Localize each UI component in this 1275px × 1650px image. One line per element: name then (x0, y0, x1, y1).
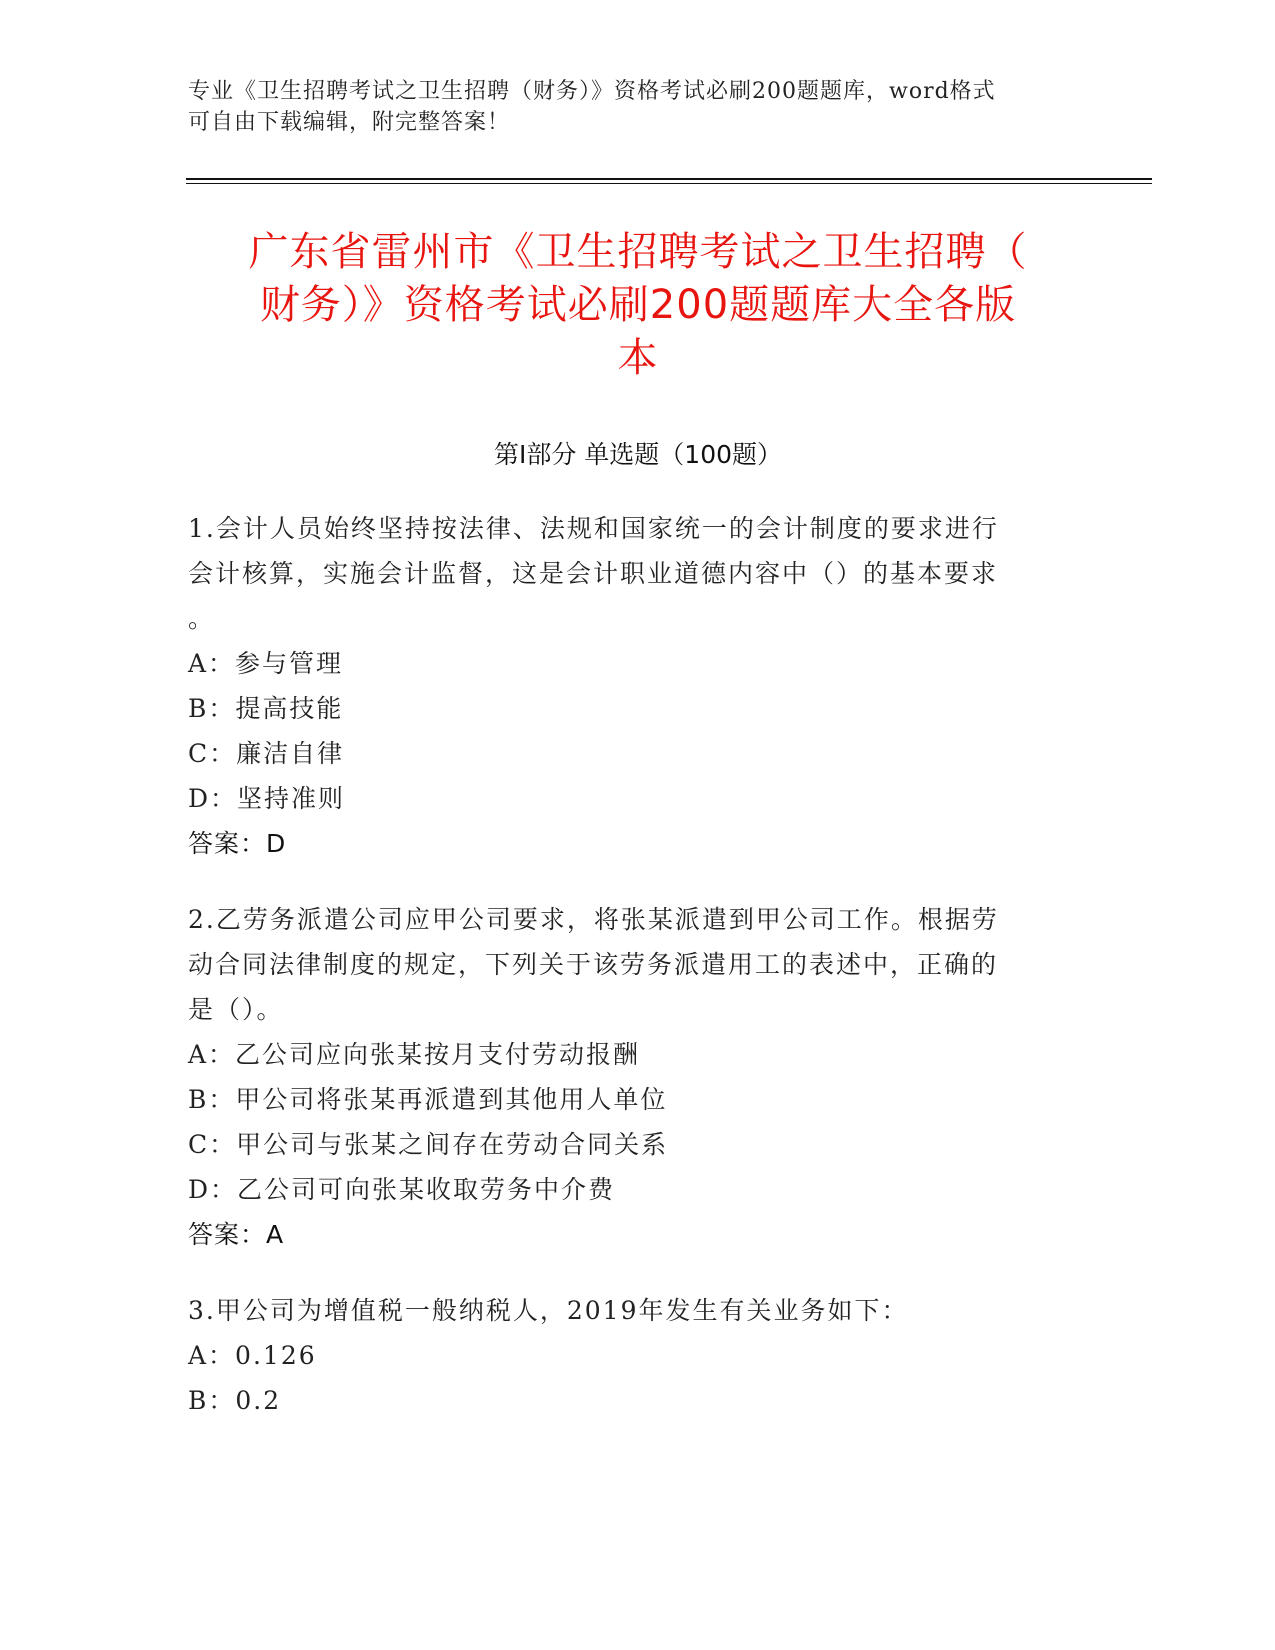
option-a: A：参与管理 (188, 649, 344, 678)
question-stem-line: 会计核算，实施会计监督，这是会计职业道德内容中（）的基本要求 (188, 559, 999, 588)
option-c: C：廉洁自律 (188, 739, 345, 768)
question-stem-line: 动合同法律制度的规定，下列关于该劳务派遣用工的表述中，正确的 (188, 950, 999, 979)
question-1 (188, 506, 1068, 866)
header-divider-thick (186, 178, 1152, 180)
option-c: C：甲公司与张某之间存在劳动合同关系 (188, 1130, 669, 1159)
option-b: B：提高技能 (188, 694, 344, 723)
question-stem-line: 3.甲公司为增值税一般纳税人，2019年发生有关业务如下： (188, 1296, 909, 1325)
document-title-line-2: 财务）》资格考试必刷200题题库大全各版 (259, 282, 1017, 328)
document-title-line-1: 广东省雷州市《卫生招聘考试之卫生招聘（ (248, 229, 1028, 275)
answer-label: 答案：D (188, 829, 287, 858)
question-2 (188, 897, 1068, 1257)
document-title-line-3: 本 (617, 335, 659, 381)
option-a: A：0.126 (188, 1341, 317, 1370)
question-stem-line: 是（）。 (188, 995, 284, 1024)
option-d: D：乙公司可向张某收取劳务中介费 (188, 1175, 616, 1204)
question-stem-line: 2.乙劳务派遣公司应甲公司要求，将张某派遣到甲公司工作。根据劳 (188, 905, 999, 934)
question-stem-line: 。 (188, 604, 216, 633)
option-b: B：甲公司将张某再派遣到其他用人单位 (188, 1085, 668, 1114)
header-note (188, 76, 1068, 138)
header-note-line-1: 专业《卫生招聘考试之卫生招聘（财务）》资格考试必刷200题题库，word格式 (188, 79, 996, 104)
option-b: B：0.2 (188, 1386, 282, 1415)
question-3 (188, 1288, 1068, 1423)
question-stem-line: 1.会计人员始终坚持按法律、法规和国家统一的会计制度的要求进行 (188, 514, 999, 543)
header-note-line-2: 可自由下载编辑，附完整答案！ (188, 110, 511, 135)
answer-label: 答案：A (188, 1220, 285, 1249)
option-d: D：坚持准则 (188, 784, 346, 813)
document-title (188, 226, 1088, 385)
option-a: A：乙公司应向张某按月支付劳动报酬 (188, 1040, 641, 1069)
header-divider-thin (186, 183, 1152, 184)
section-heading: 第Ⅰ部分 单选题（100题） (493, 440, 783, 469)
